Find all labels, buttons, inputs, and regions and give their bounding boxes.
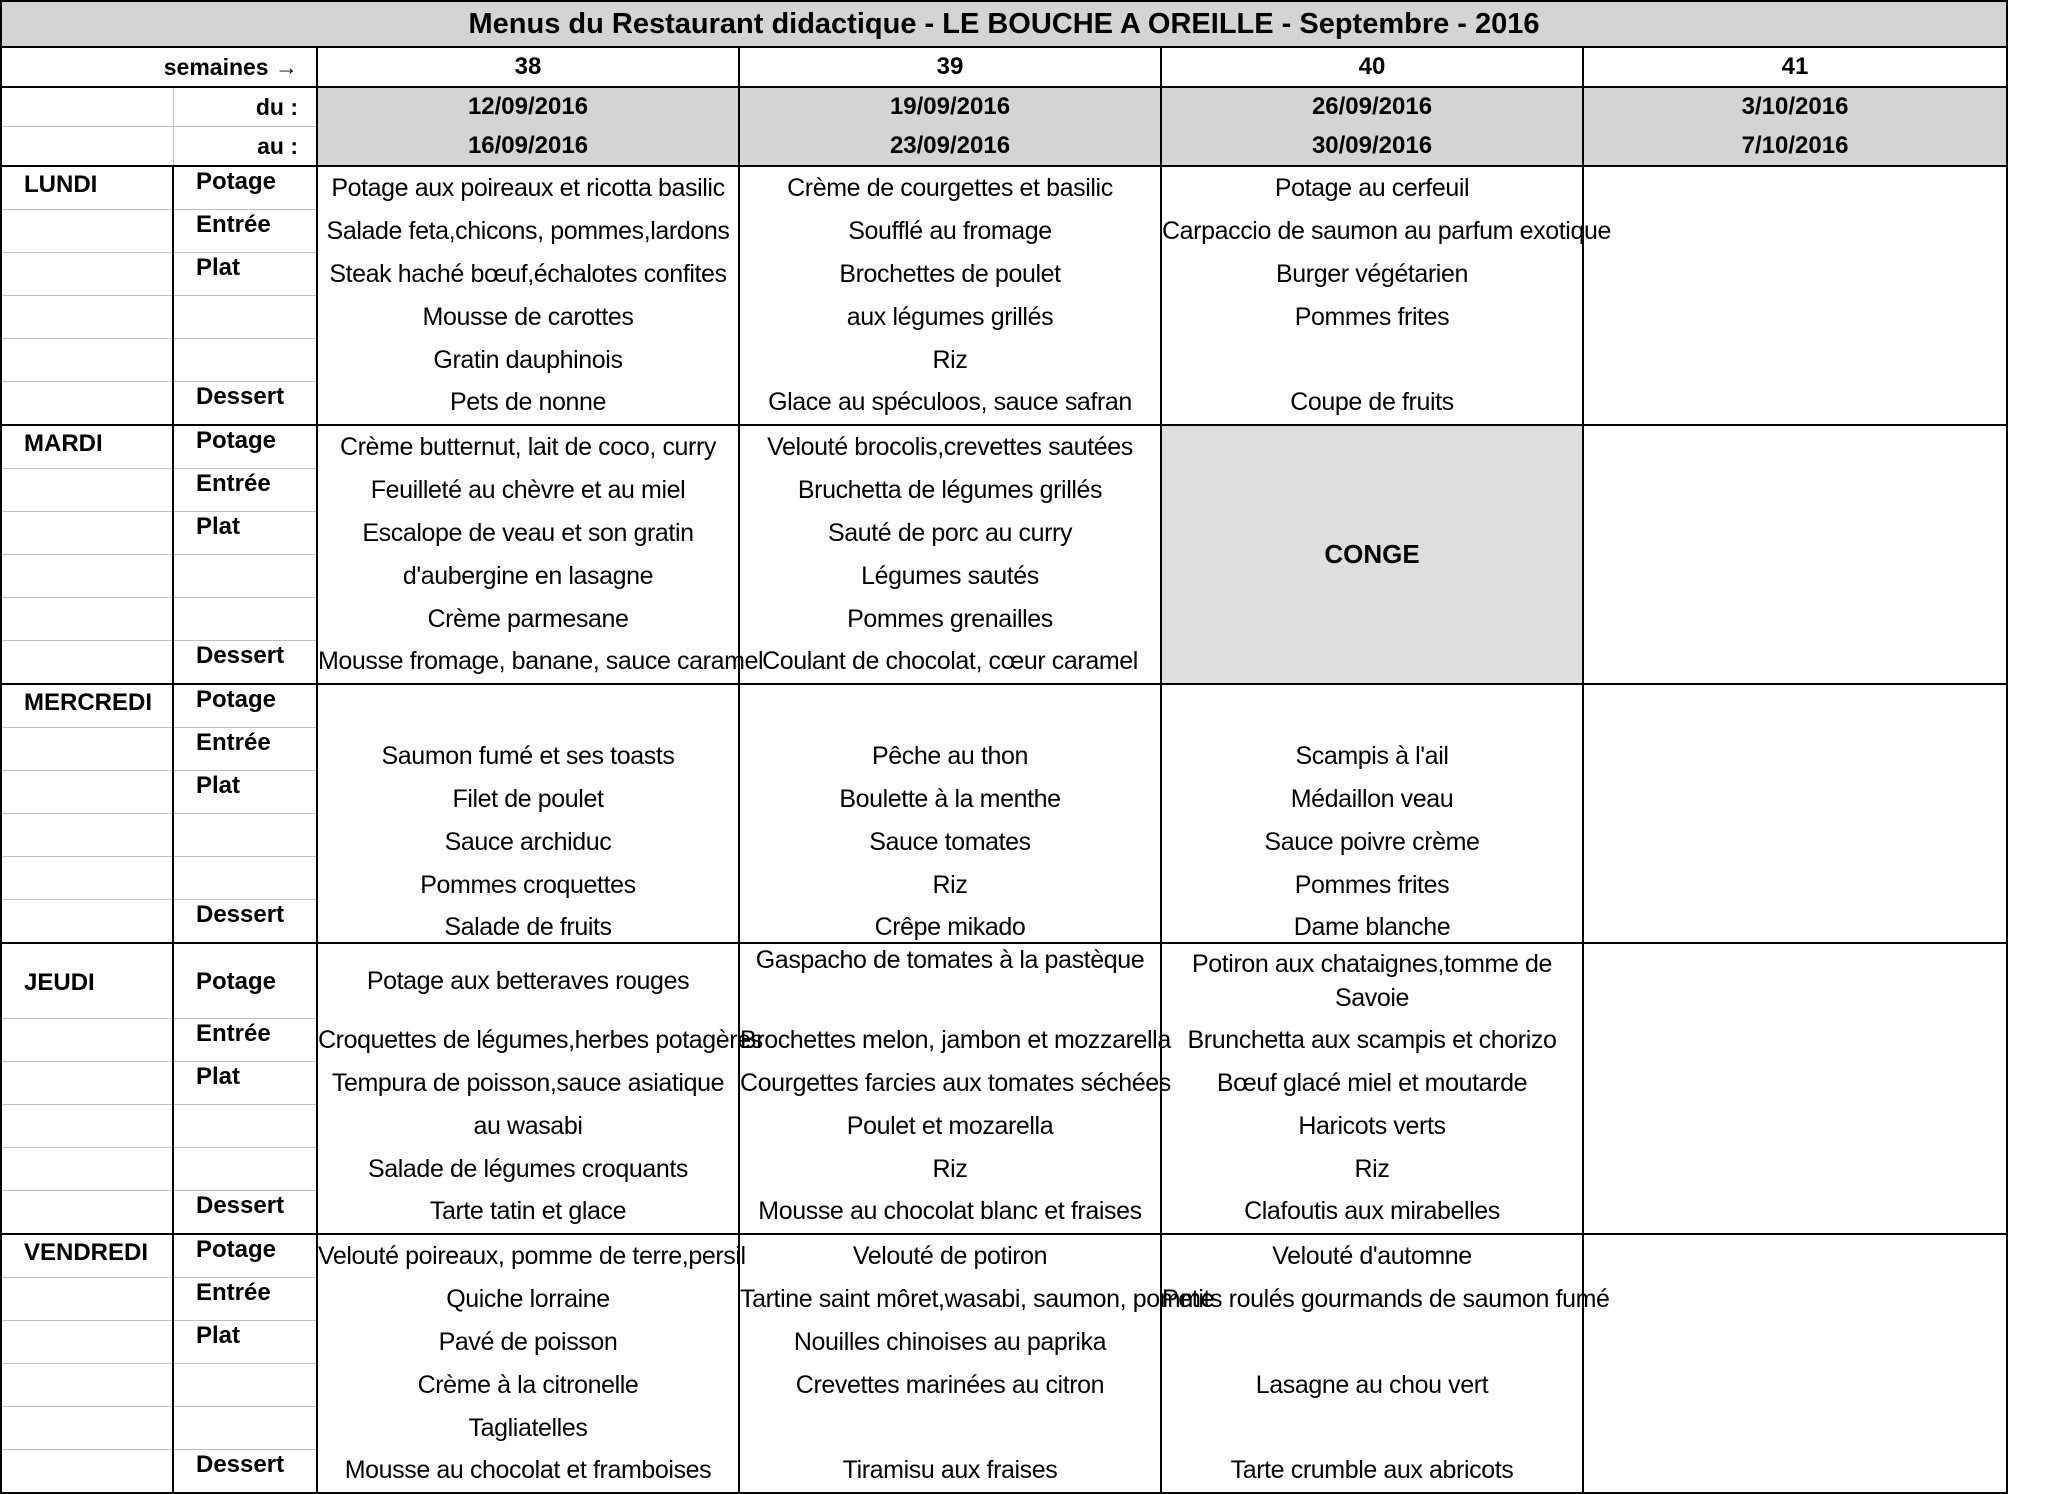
dish-cell: Riz: [739, 339, 1161, 382]
dish-cell: Mousse au chocolat blanc et fraises: [739, 1191, 1161, 1235]
dish-cell: Tarte tatin et glace: [317, 1191, 739, 1235]
day-blank: [1, 469, 173, 512]
dish-cell: [1583, 598, 2007, 641]
menu-row: [1, 641, 2007, 685]
dish-cell: Dame blanche: [1161, 900, 1583, 944]
from-label: du :: [173, 87, 317, 127]
menu-row: [1, 339, 2007, 382]
dish-cell: Médaillon veau: [1161, 771, 1583, 814]
week-number: 41: [1583, 47, 2007, 87]
dish-cell: Crème parmesane: [317, 598, 739, 641]
dish-cell: Saumon fumé et ses toasts: [317, 728, 739, 771]
day-blank: [1, 382, 173, 426]
dish-cell: Potage au cerfeuil: [1161, 166, 1583, 210]
dish-cell: aux légumes grillés: [739, 296, 1161, 339]
day-blank: [1, 253, 173, 296]
course-label-dessert: Dessert: [173, 382, 317, 426]
course-label-potage: Potage: [173, 166, 317, 210]
dish-cell: Mousse au chocolat et framboises: [317, 1450, 739, 1494]
day-blank: [1, 1105, 173, 1148]
menu-row: [1, 425, 2007, 469]
dish-cell: Tagliatelles: [317, 1407, 739, 1450]
day-blank: [1, 1019, 173, 1062]
course-label-plat: Plat: [173, 253, 317, 296]
dish-cell: Sauce archiduc: [317, 814, 739, 857]
dish-cell: [1583, 339, 2007, 382]
day-blank: [1, 900, 173, 944]
course-blank: [173, 296, 317, 339]
dish-cell: Soufflé au fromage: [739, 210, 1161, 253]
dish-cell: Pommes frites: [1161, 296, 1583, 339]
dish-cell: Coupe de fruits: [1161, 382, 1583, 426]
dish-cell: Velouté d'automne: [1161, 1234, 1583, 1278]
dish-cell: Glace au spéculoos, sauce safran: [739, 382, 1161, 426]
week-end-date: 23/09/2016: [739, 127, 1161, 167]
day-blank: [1, 857, 173, 900]
dish-cell: Velouté brocolis,crevettes sautées: [739, 425, 1161, 469]
dish-cell: [1583, 1278, 2007, 1321]
week-number: 38: [317, 47, 739, 87]
dish-cell: [1583, 684, 2007, 728]
dish-cell: Crêpe mikado: [739, 900, 1161, 944]
dish-cell: [1161, 339, 1583, 382]
weeks-label: semaines →: [1, 47, 317, 87]
dish-cell: [1583, 1019, 2007, 1062]
dish-cell: [1583, 943, 2007, 1019]
dish-cell: Crème de courgettes et basilic: [739, 166, 1161, 210]
day-name: LUNDI: [1, 166, 173, 210]
menu-row: [1, 943, 2007, 1019]
dish-cell: [1583, 857, 2007, 900]
dish-cell: Crème butternut, lait de coco, curry: [317, 425, 739, 469]
dish-cell: Potage aux poireaux et ricotta basilic: [317, 166, 739, 210]
dish-cell: Sauté de porc au curry: [739, 512, 1161, 555]
dish-cell: [1161, 1321, 1583, 1364]
menu-row: [1, 469, 2007, 512]
course-label-plat: Plat: [173, 771, 317, 814]
dish-cell: Carpaccio de saumon au parfum exotique: [1161, 210, 1583, 253]
menu-row: [1, 166, 2007, 210]
menu-row: [1, 1234, 2007, 1278]
course-blank: [173, 555, 317, 598]
dish-cell: Gaspacho de tomates à la pastèque: [739, 943, 1161, 1019]
dish-cell: [1583, 382, 2007, 426]
course-blank: [173, 598, 317, 641]
menu-row: [1, 253, 2007, 296]
menu-row: [1, 1148, 2007, 1191]
dish-cell: [739, 1407, 1161, 1450]
dish-cell: Pavé de poisson: [317, 1321, 739, 1364]
course-blank: [173, 1105, 317, 1148]
menu-row: [1, 728, 2007, 771]
dish-cell: [1583, 555, 2007, 598]
dish-cell: Boulette à la menthe: [739, 771, 1161, 814]
menu-row: [1, 684, 2007, 728]
course-label-potage: Potage: [173, 943, 317, 1019]
dish-cell: [1583, 1321, 2007, 1364]
dish-cell: Potage aux betteraves rouges: [317, 943, 739, 1019]
course-blank: [173, 1148, 317, 1191]
day-blank: [1, 728, 173, 771]
menu-row: [1, 512, 2007, 555]
menu-row: [1, 1407, 2007, 1450]
dish-cell: Sauce poivre crème: [1161, 814, 1583, 857]
day-blank: [1, 339, 173, 382]
week-number: 39: [739, 47, 1161, 87]
dish-cell: Lasagne au chou vert: [1161, 1364, 1583, 1407]
dish-cell: Gratin dauphinois: [317, 339, 739, 382]
dish-cell: Feuilleté au chèvre et au miel: [317, 469, 739, 512]
dish-cell: Bruchetta de légumes grillés: [739, 469, 1161, 512]
dish-cell: Pets de nonne: [317, 382, 739, 426]
course-label-entree: Entrée: [173, 728, 317, 771]
day-name: VENDREDI: [1, 1234, 173, 1278]
menu-row: [1, 1191, 2007, 1235]
course-label-entree: Entrée: [173, 210, 317, 253]
day-name: JEUDI: [1, 943, 173, 1019]
dish-cell: Escalope de veau et son gratin: [317, 512, 739, 555]
dish-cell: Légumes sautés: [739, 555, 1161, 598]
dish-cell: Scampis à l'ail: [1161, 728, 1583, 771]
course-label-plat: Plat: [173, 1321, 317, 1364]
week-start-date: 3/10/2016: [1583, 87, 2007, 127]
menu-row: [1, 1364, 2007, 1407]
blank-cell: [1, 87, 173, 127]
menu-row: [1, 1105, 2007, 1148]
dish-cell: Crevettes marinées au citron: [739, 1364, 1161, 1407]
course-label-dessert: Dessert: [173, 1450, 317, 1494]
dish-cell: Petits roulés gourmands de saumon fumé: [1161, 1278, 1583, 1321]
dish-cell: d'aubergine en lasagne: [317, 555, 739, 598]
day-blank: [1, 555, 173, 598]
dish-cell: Tempura de poisson,sauce asiatique: [317, 1062, 739, 1105]
dish-cell: [1583, 1105, 2007, 1148]
dish-cell: Croquettes de légumes,herbes potagères: [317, 1019, 739, 1062]
menu-row: [1, 900, 2007, 944]
dish-cell: Pommes frites: [1161, 857, 1583, 900]
week-start-date: 12/09/2016: [317, 87, 739, 127]
course-label-potage: Potage: [173, 1234, 317, 1278]
day-blank: [1, 1407, 173, 1450]
menu-row: [1, 382, 2007, 426]
dish-cell: Pêche au thon: [739, 728, 1161, 771]
dish-cell: Brochettes de poulet: [739, 253, 1161, 296]
course-label-entree: Entrée: [173, 1278, 317, 1321]
dish-cell: Salade de fruits: [317, 900, 739, 944]
dish-cell: [739, 684, 1161, 728]
week-end-date: 7/10/2016: [1583, 127, 2007, 167]
dish-cell: [1583, 469, 2007, 512]
day-blank: [1, 1278, 173, 1321]
dish-cell: Brochettes melon, jambon et mozzarella: [739, 1019, 1161, 1062]
course-label-potage: Potage: [173, 425, 317, 469]
page-title: Menus du Restaurant didactique - LE BOUCHE A OREILLE - Septembre - 2016: [1, 1, 2007, 47]
course-label-dessert: Dessert: [173, 900, 317, 944]
course-blank: [173, 814, 317, 857]
dish-cell: [1583, 512, 2007, 555]
week-end-date: 30/09/2016: [1161, 127, 1583, 167]
dish-cell: Tartine saint môret,wasabi, saumon, pomme: [739, 1278, 1161, 1321]
dish-cell: Riz: [1161, 1148, 1583, 1191]
dish-cell: [1583, 641, 2007, 685]
menu-row: [1, 857, 2007, 900]
dish-cell: [1583, 166, 2007, 210]
dish-cell: Bœuf glacé miel et moutarde: [1161, 1062, 1583, 1105]
course-label-plat: Plat: [173, 512, 317, 555]
course-label-potage: Potage: [173, 684, 317, 728]
course-label-entree: Entrée: [173, 469, 317, 512]
menu-row: [1, 771, 2007, 814]
menu-row: [1, 296, 2007, 339]
dish-cell: Potiron aux chataignes,tomme de Savoie: [1161, 943, 1583, 1019]
day-blank: [1, 1321, 173, 1364]
day-blank: [1, 1450, 173, 1494]
dish-cell: Crème à la citronelle: [317, 1364, 739, 1407]
to-label: au :: [173, 127, 317, 167]
day-name: MERCREDI: [1, 684, 173, 728]
course-label-entree: Entrée: [173, 1019, 317, 1062]
day-blank: [1, 771, 173, 814]
dish-cell: [1583, 728, 2007, 771]
dish-cell: Riz: [739, 1148, 1161, 1191]
dish-cell: Pommes croquettes: [317, 857, 739, 900]
course-blank: [173, 339, 317, 382]
course-label-plat: Plat: [173, 1062, 317, 1105]
day-blank: [1, 1148, 173, 1191]
dish-cell: Burger végétarien: [1161, 253, 1583, 296]
dish-cell: Velouté poireaux, pomme de terre,persil: [317, 1234, 739, 1278]
course-label-dessert: Dessert: [173, 641, 317, 685]
dish-cell: [1583, 425, 2007, 469]
dish-cell: Haricots verts: [1161, 1105, 1583, 1148]
menu-row: [1, 814, 2007, 857]
menu-row: [1, 555, 2007, 598]
to-row: [1, 127, 2007, 167]
course-blank: [173, 857, 317, 900]
dish-cell: Courgettes farcies aux tomates séchées: [739, 1062, 1161, 1105]
dish-cell: Riz: [739, 857, 1161, 900]
menu-row: [1, 1321, 2007, 1364]
day-blank: [1, 512, 173, 555]
dish-cell: [1583, 814, 2007, 857]
dish-cell: Tarte crumble aux abricots: [1161, 1450, 1583, 1494]
course-blank: [173, 1364, 317, 1407]
course-blank: [173, 1407, 317, 1450]
dish-cell: Filet de poulet: [317, 771, 739, 814]
week-start-date: 19/09/2016: [739, 87, 1161, 127]
menu-row: [1, 598, 2007, 641]
day-name: MARDI: [1, 425, 173, 469]
dish-cell: [1583, 1450, 2007, 1494]
day-blank: [1, 296, 173, 339]
day-blank: [1, 814, 173, 857]
day-blank: [1, 598, 173, 641]
dish-cell: [1161, 1407, 1583, 1450]
dish-cell: [317, 684, 739, 728]
weeks-row: [1, 47, 2007, 87]
dish-cell: [1583, 1234, 2007, 1278]
dish-cell: Nouilles chinoises au paprika: [739, 1321, 1161, 1364]
dish-cell: [1583, 296, 2007, 339]
dish-cell: Salade de légumes croquants: [317, 1148, 739, 1191]
dish-cell: Mousse de carottes: [317, 296, 739, 339]
dish-cell: [1583, 210, 2007, 253]
dish-cell: [1583, 1062, 2007, 1105]
dish-cell: [1583, 1148, 2007, 1191]
dish-cell: [1583, 1364, 2007, 1407]
conge-label: CONGE: [1161, 425, 1583, 684]
day-blank: [1, 1062, 173, 1105]
week-start-date: 26/09/2016: [1161, 87, 1583, 127]
week-end-date: 16/09/2016: [317, 127, 739, 167]
dish-cell: Steak haché bœuf,échalotes confites: [317, 253, 739, 296]
dish-cell: Poulet et mozarella: [739, 1105, 1161, 1148]
dish-cell: Clafoutis aux mirabelles: [1161, 1191, 1583, 1235]
dish-cell: Brunchetta aux scampis et chorizo: [1161, 1019, 1583, 1062]
dish-cell: [1583, 1407, 2007, 1450]
dish-cell: Tiramisu aux fraises: [739, 1450, 1161, 1494]
dish-cell: Quiche lorraine: [317, 1278, 739, 1321]
dish-cell: Sauce tomates: [739, 814, 1161, 857]
course-label-dessert: Dessert: [173, 1191, 317, 1235]
dish-cell: Coulant de chocolat, cœur caramel: [739, 641, 1161, 685]
menu-row: [1, 210, 2007, 253]
dish-cell: [1583, 771, 2007, 814]
dish-cell: [1161, 684, 1583, 728]
dish-cell: Salade feta,chicons, pommes,lardons: [317, 210, 739, 253]
blank-cell: [1, 127, 173, 167]
from-row: [1, 87, 2007, 127]
menu-row: [1, 1278, 2007, 1321]
week-number: 40: [1161, 47, 1583, 87]
dish-cell: [1583, 253, 2007, 296]
day-blank: [1, 1191, 173, 1235]
menu-row: [1, 1019, 2007, 1062]
dish-cell: [1583, 900, 2007, 944]
menu-row: [1, 1450, 2007, 1494]
day-blank: [1, 210, 173, 253]
menu-row: [1, 1062, 2007, 1105]
dish-cell: Mousse fromage, banane, sauce caramel: [317, 641, 739, 685]
dish-cell: Velouté de potiron: [739, 1234, 1161, 1278]
dish-cell: [1583, 1191, 2007, 1235]
day-blank: [1, 1364, 173, 1407]
dish-cell: Pommes grenailles: [739, 598, 1161, 641]
dish-cell: au wasabi: [317, 1105, 739, 1148]
day-blank: [1, 641, 173, 685]
